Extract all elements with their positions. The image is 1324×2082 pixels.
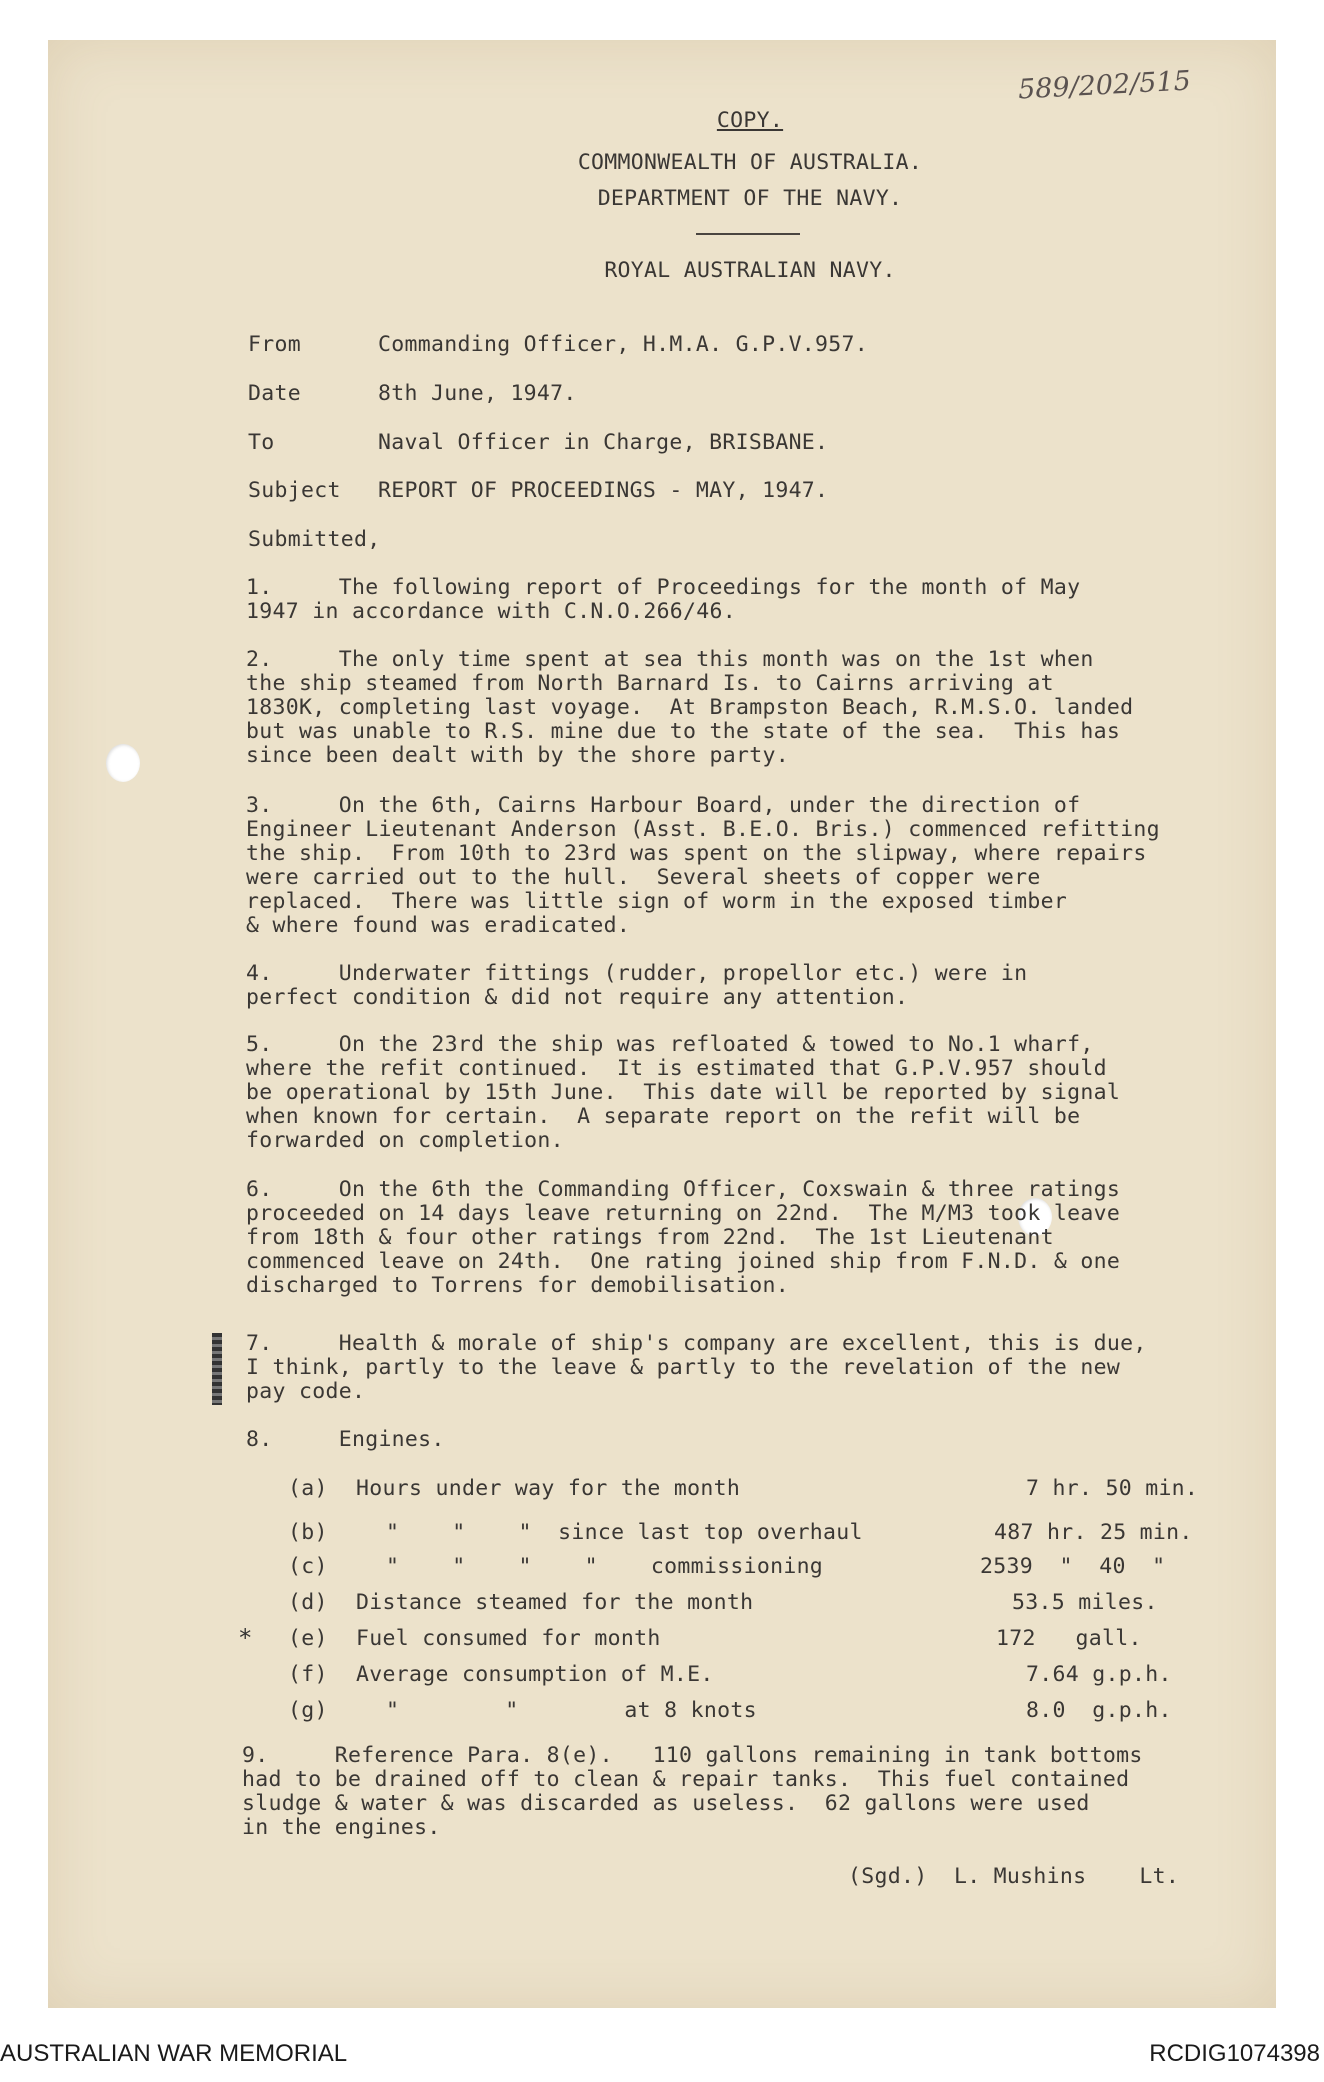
signature: (Sgd.) L. Mushins Lt. [848,1864,1180,1889]
row-description: Fuel consumed for month [356,1626,661,1651]
heading-department: DEPARTMENT OF THE NAVY. [597,186,903,211]
paragraph-4: 4. Underwater fittings (rudder, propellor etc.) were in perfect condition & did not require any attention. [246,961,1028,1010]
from-value: Commanding Officer, H.M.A. G.P.V.957. [378,332,869,357]
paragraph-9: 9. Reference Para. 8(e). 110 gallons remaining in tank bottoms had to be drained off to clean & repair tanks. This fuel contained sludge & water & was discarded as useless. 62 gallons were used in the engines. [242,1743,1143,1840]
asterisk-mark: * [238,1624,253,1652]
row-description: " " " since last top overhaul [386,1520,863,1545]
punch-hole [106,744,140,782]
paragraph-2: 2. The only time spent at sea this month was on the 1st when the ship steamed from North Barnard Is. to Cairns arriving at 1830K, completing last voyage. At Brampston Beach, R.M.S.O. landed but was unable to R.S. mine due to the state of the sea. This has since been dealt with by the shore party. [246,647,1134,768]
row-letter: (a) [288,1476,328,1501]
row-value: 7 hr. 50 min. [1026,1476,1199,1501]
paragraph-3: 3. On the 6th, Cairns Harbour Board, under the direction of Engineer Lieutenant Anderson (Asst. B.E.O. Bris.) commenced refitting the ship. From 10th to 23rd was spent on the slipway, where repairs were carried out to the hull. Several sheets of copper were replaced. There was little sign of worm in the exposed timber & where found was eradicated. [246,793,1160,938]
date-value: 8th June, 1947. [378,381,577,406]
row-value: 7.64 g.p.h. [1026,1662,1172,1687]
row-letter: (g) [288,1698,328,1723]
divider [696,233,800,235]
from-label: From [248,332,301,357]
paragraph-1: 1. The following report of Proceedings for the month of May 1947 in accordance with C.N.O.266/46. [246,575,1081,624]
row-value: 53.5 miles. [1012,1590,1158,1615]
margin-mark [212,1333,222,1405]
row-letter: (f) [288,1662,328,1687]
row-description: " " " " commissioning [386,1554,824,1579]
submitted-text: Submitted, [248,527,381,552]
date-label: Date [248,381,301,406]
subject-label: Subject [248,478,341,503]
row-value: 2539 " 40 " [980,1554,1166,1579]
heading-ran: ROYAL AUSTRALIAN NAVY. [604,258,896,283]
row-value: 8.0 g.p.h. [1026,1698,1172,1723]
copy-heading: COPY. [716,108,784,133]
paragraph-6: 6. On the 6th the Commanding Officer, Coxswain & three ratings proceeded on 14 days leave returning on 22nd. The M/M3 took leave from 18th & four other ratings from 22nd. The 1st Lieutenant commenced leave on 24th. One rating joined ship from F.N.D. & one discharged to Torrens for demobilisation. [246,1177,1121,1298]
row-letter: (b) [288,1520,328,1545]
footer-source: AUSTRALIAN WAR MEMORIAL [0,2040,348,2067]
row-letter: (c) [288,1554,328,1579]
row-letter: (d) [288,1590,328,1615]
row-letter: (e) [288,1626,328,1651]
to-value: Naval Officer in Charge, BRISBANE. [378,430,829,455]
subject-value: REPORT OF PROCEEDINGS - MAY, 1947. [378,478,829,503]
to-label: To [248,430,275,455]
row-description: Hours under way for the month [356,1476,741,1501]
row-value: 487 hr. 25 min. [994,1520,1193,1545]
row-description: " " at 8 knots [386,1698,757,1723]
footer-id: RCDIG1074398 [1149,2040,1320,2067]
heading-commonwealth: COMMONWEALTH OF AUSTRALIA. [577,150,923,175]
row-description: Average consumption of M.E. [356,1662,714,1687]
row-value: 172 gall. [996,1626,1142,1651]
reference-number: 589/202/515 [1017,65,1192,106]
paragraph-8-heading: 8. Engines. [246,1427,445,1452]
paragraph-5: 5. On the 23rd the ship was refloated & towed to No.1 wharf, where the refit continued. It is estimated that G.P.V.957 should be operational by 15th June. This date will be reported by signal when known for certain. A separate report on the refit will be forwarded on completion. [246,1032,1121,1153]
row-description: Distance steamed for the month [356,1590,754,1615]
paragraph-7: 7. Health & morale of ship's company are excellent, this is due, I think, partly to the leave & partly to the revelation of the new pay code. [246,1331,1147,1404]
